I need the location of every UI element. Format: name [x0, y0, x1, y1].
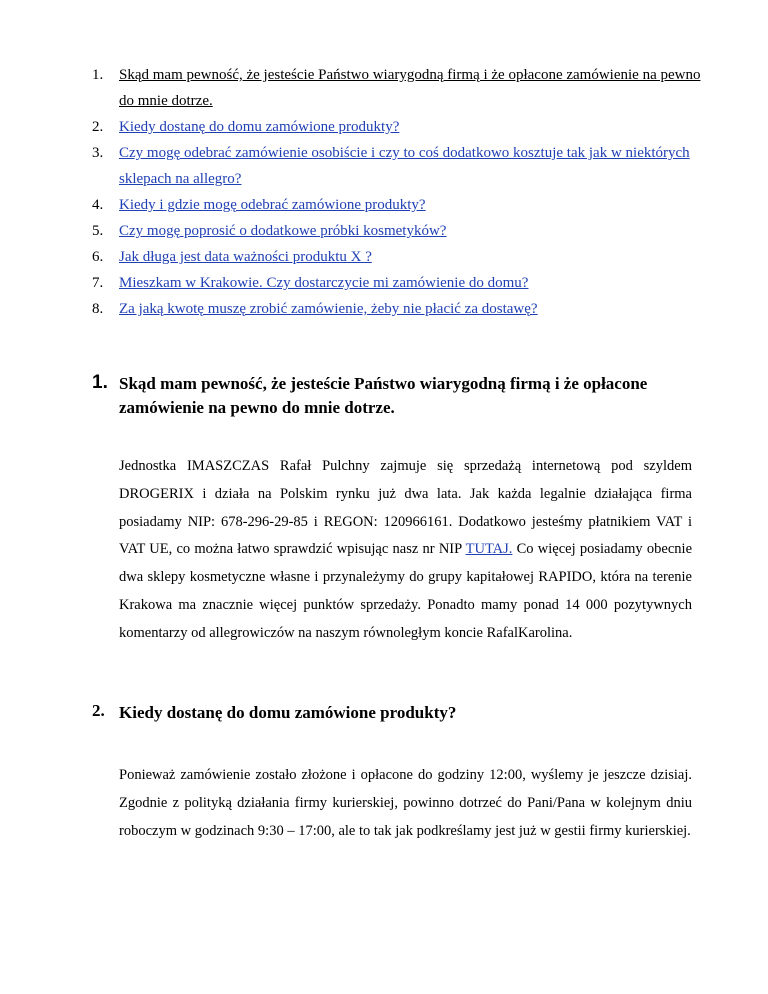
toc-link-8[interactable]: Za jaką kwotę muszę zrobić zamówienie, żeby nie płacić za dostawę?	[119, 301, 538, 317]
table-of-contents	[92, 62, 712, 322]
toc-number: 7.	[92, 275, 104, 291]
toc-link-6[interactable]: Jak długa jest data ważności produktu X ?	[119, 249, 372, 265]
toc-item	[92, 62, 712, 114]
toc-item	[92, 296, 712, 322]
toc-link-5[interactable]: Czy mogę poprosić o dodatkowe próbki kosmetyków?	[119, 223, 447, 239]
section-1-text-b: Co więcej posiadamy obecnie dwa sklepy kosmetyczne własne i przynależymy do grupy kapitałowej RAPIDO, która na terenie Krakowa ma znacznie więcej punktów sprzedaży. Ponadto mamy ponad 14 000 pozytywnych komentarzy od allegrowiczów na naszym równoległym koncie RafalKarolina.	[119, 541, 693, 641]
toc-item	[92, 114, 712, 140]
nip-check-link[interactable]: TUTAJ.	[465, 541, 513, 558]
toc-link-4[interactable]: Kiedy i gdzie mogę odebrać zamówione produkty?	[119, 197, 426, 213]
toc-item	[92, 218, 712, 244]
toc-item	[92, 270, 712, 296]
section-2-heading	[92, 701, 712, 725]
toc-number: 4.	[92, 197, 104, 213]
section-2-number: 2.	[92, 701, 105, 720]
section-1-paragraph	[119, 453, 692, 648]
toc-number: 8.	[92, 301, 104, 317]
toc-number: 1.	[92, 67, 104, 83]
section-2-title: Kiedy dostanę do domu zamówione produkty?	[119, 703, 457, 722]
toc-item	[92, 192, 712, 218]
section-1-heading	[92, 372, 712, 420]
toc-number: 2.	[92, 119, 104, 135]
toc-item	[92, 140, 712, 192]
section-1-title: Skąd mam pewność, że jesteście Państwo wiarygodną firmą i że opłacone zamówienie na pewno do mnie dotrze.	[119, 374, 648, 417]
toc-number: 3.	[92, 145, 104, 161]
toc-number: 5.	[92, 223, 104, 239]
section-2-paragraph: Ponieważ zamówienie zostało złożone i opłacone do godziny 12:00, wyślemy je jeszcze dzisiaj. Zgodnie z polityką działania firmy kurierskiej, powinno dotrzeć do Pani/Pana w kolejnym dniu roboczym w godzinach 9:30 – 17:00, ale to tak jak podkreślamy jest już w gestii firmy kurierskiej.	[119, 767, 692, 839]
section-1-number: 1.	[92, 372, 108, 393]
toc-number: 6.	[92, 249, 104, 265]
toc-link-7[interactable]: Mieszkam w Krakowie. Czy dostarczycie mi zamówienie do domu?	[119, 275, 529, 291]
section-1-text-a: Jednostka IMASZCZAS Rafał Pulchny zajmuje się sprzedażą internetową pod szyldem DROGERIX i działa na Polskim rynku już dwa lata. Jak każda legalnie działająca firma posiadamy NIP: 678-296-29-85 i REGON: 120966161. Dodatkowo jesteśmy płatnikiem VAT i VAT UE, co można łatwo sprawdzić wpisując nasz nr NIP	[119, 458, 692, 558]
toc-item	[92, 244, 712, 270]
toc-link-1[interactable]: Skąd mam pewność, że jesteście Państwo wiarygodną firmą i że opłacone zamówienie na pewno do mnie dotrze.	[119, 67, 701, 109]
toc-link-2[interactable]: Kiedy dostanę do domu zamówione produkty?	[119, 119, 400, 135]
toc-link-3[interactable]: Czy mogę odebrać zamówienie osobiście i czy to coś dodatkowo kosztuje tak jak w niektórych sklepach na allegro?	[119, 145, 690, 187]
